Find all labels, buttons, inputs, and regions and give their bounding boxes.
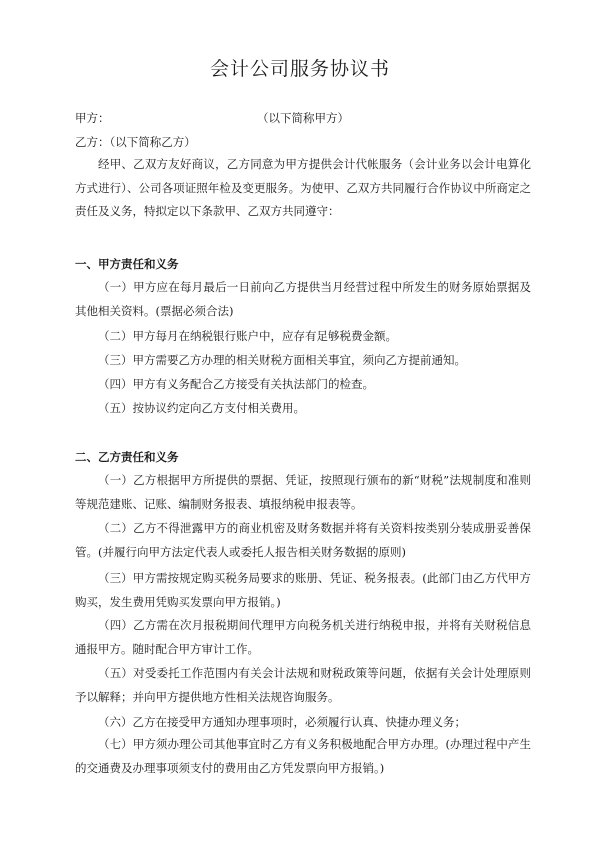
- section-2-item-6: （六）乙方在接受甲方通知办理事项时，必须履行认真、快捷办理义务；: [98, 715, 466, 729]
- section-2-item-1: （一）乙方根据甲方所提供的票据、凭证，按照现行颁布的新“财税”法规制度和准则等规范建账、记账、编制财务报表、填报纳税申报表等。: [75, 473, 531, 511]
- party-a-note: （以下简称甲方）: [257, 111, 349, 125]
- page-title: 会计公司服务协议书: [209, 58, 390, 80]
- section-2-item-2: （二）乙方不得泄露甲方的商业机密及财务数据并将有关资料按类别分装成册妥善保管。(并履行向甲方法定代表人或委托人报告相关财务数据的原则): [75, 521, 531, 559]
- section-1-heading: 一、甲方责任和义务: [75, 257, 179, 271]
- section-2-heading: 二、乙方责任和义务: [75, 450, 179, 464]
- section-2-item-3: （三）甲方需按规定购买税务局要求的账册、凭证、税务报表。(此部门由乙方代甲方购买，发生费用凭购买发票向甲方报销。): [75, 571, 531, 609]
- party-a-label: 甲方：: [75, 111, 110, 125]
- party-b-line: 乙方：（以下简称乙方）: [75, 135, 196, 149]
- section-1-item-3: （三）甲方需要乙方办理的相关财税方面相关事宜，须向乙方提前通知。: [98, 353, 466, 367]
- section-2-item-7: （七）甲方须办理公司其他事宜时乙方有义务积极地配合甲方办理。(办理过程中产生的交通费及办理事项须支付的费用由乙方凭发票向甲方报销。): [75, 737, 531, 775]
- intro-paragraph: 经甲、乙双方友好商议，乙方同意为甲方提供会计代帐服务（会计业务以会计电算化方式进行）、公司各项证照年检及变更服务。为使甲、乙双方共同履行合作协议中所商定之责任及义务，特拟定以下条款甲、乙双方共同遵守：: [75, 157, 531, 218]
- section-2-item-5: （五）对受委托工作范围内有关会计法规和财税政策等问题，依据有关会计处理原则予以解释；并向甲方提供地方性相关法规咨询服务。: [75, 666, 531, 704]
- section-2-item-4: （四）乙方需在次月报税期间代理甲方向税务机关进行纳税申报，并将有关财税信息通报甲方。随时配合甲方审计工作。: [75, 618, 531, 656]
- section-1-item-4: （四）甲方有义务配合乙方接受有关执法部门的检查。: [98, 377, 374, 391]
- section-1-item-1: （一）甲方应在每月最后一日前向乙方提供当月经营过程中所发生的财务原始票据及其他相关资料。(票据必须合法): [75, 280, 531, 318]
- section-1-item-2: （二）甲方每月在纳税银行账户中，应存有足够税费金额。: [98, 329, 397, 343]
- section-1-item-5: （五）按协议约定向乙方支付相关费用。: [98, 401, 305, 415]
